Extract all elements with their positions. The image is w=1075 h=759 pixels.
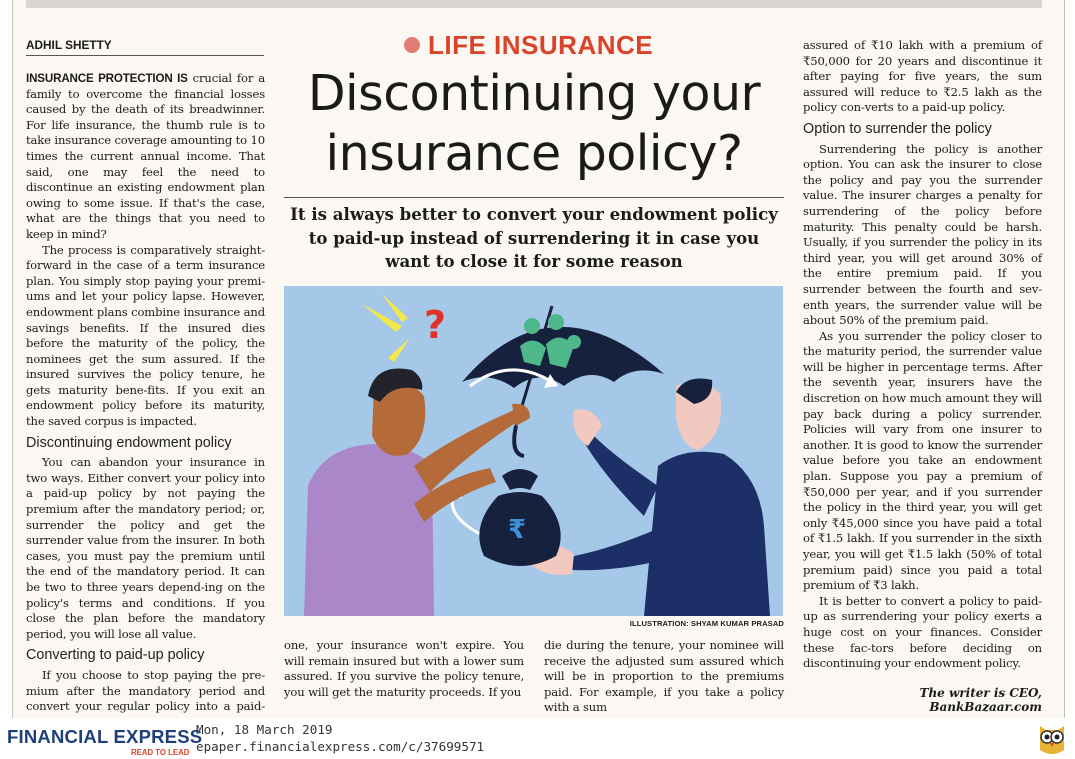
epaper-url[interactable]: epaper.financialexpress.com/c/37699571 bbox=[196, 739, 485, 754]
paragraph: INSURANCE PROTECTION IS crucial for a family to overcome the financial losses caused by the death of its breadwinner. For life insurance, the thumb rule is to take insurance coverage amounting to 10 times the current annual income. That said, one may feel the need to discontinue an existing endowment plan owing to some issue. If that's the case, what are the things that you need to keep in mind? bbox=[26, 71, 265, 241]
author-signature: The writer is CEO, BankBazaar.com bbox=[919, 686, 1042, 714]
edition-date: Mon, 18 March 2019 bbox=[196, 722, 333, 737]
question-mark: ? bbox=[424, 303, 447, 347]
bullet-dot-icon bbox=[404, 37, 420, 53]
subhead: Discontinuing endowment policy bbox=[26, 434, 232, 451]
article-column-4 bbox=[803, 38, 1042, 672]
rupee-symbol: ₹ bbox=[508, 515, 527, 545]
paragraph: It is better to convert a policy to paid-up as surrendering your policy exerts a huge cost on your finances. Consider these fac-tors before deciding on discontinuing your endowment policy. bbox=[803, 593, 1042, 671]
epaper-footer bbox=[0, 718, 1075, 759]
paragraph: If you choose to stop paying the pre-mium after the mandatory period and convert your regular policy into a paid- bbox=[26, 667, 265, 714]
brand-tagline: READ TO LEAD bbox=[131, 748, 190, 757]
divider bbox=[284, 197, 784, 198]
article-column-2 bbox=[284, 638, 524, 700]
paragraph: As you surrender the policy closer to the maturity period, the surrender value will be higher in percentage terms. After the seventh year, insurers have the discretion on how much amount they will pay back during a policy surrender. Policies will vary from one insurer to another. It is good to know the surrender value before you take an endowment plan. Suppose you pay a premium of ₹50,000 per year, and if you surrender the policy in the third year, you will get only ₹45,000 since you have paid a total of ₹1.5 lakh. If you surrender in the sixth year, you will get ₹1.5 lakh (50% of total premium paid) since you paid a total premium of ₹3 lakh. bbox=[803, 328, 1042, 593]
headline-line: insurance policy? bbox=[325, 125, 743, 182]
illustration bbox=[284, 286, 783, 616]
byline: ADHIL SHETTY bbox=[26, 38, 264, 56]
businessman-figure bbox=[530, 379, 770, 617]
section-kicker bbox=[404, 30, 653, 60]
kicker-label: LIFE INSURANCE bbox=[428, 29, 654, 60]
worried-man-figure bbox=[304, 368, 530, 616]
paragraph: die during the tenure, your nominee will receive the adjusted sum assured which will be in proportion to the premiums paid. For example, if you take a policy with a sum bbox=[544, 638, 784, 715]
subhead: Option to surrender the policy bbox=[803, 120, 992, 137]
deck-subheadline: It is always better to convert your endowment policy to paid-up instead of surrendering it in case you want to close it for some reason bbox=[290, 204, 778, 271]
paragraph: The process is comparatively straight-forward in the case of a term insurance plan. You simply stop paying your premi-ums and let your policy lapse. However, endowment plans combine insurance and savings benefits. If the insured dies before the maturity of the policy, the nominees get the sum assured. If the insured survives the policy tenure, he gets maturity bene-fits. If you exit an endowment policy before its maturity, the saved corpus is impacted. bbox=[26, 242, 265, 429]
headline-line: Discontinuing your bbox=[307, 65, 761, 122]
subhead: Converting to paid-up policy bbox=[26, 647, 205, 664]
paragraph: You can abandon your insurance in two ways. Either convert your policy into a paid-up policy by not paying the premium after the mandatory period; or, surrender the policy and get the surrender value from the insurer. In both cases, you must pay the premium until the end of the mandatory period. It can be two to three years depend-ing on the policy's terms and conditions. If you close the plan before the mandatory period, you will lose all value. bbox=[26, 455, 265, 641]
paragraph: Surrendering the policy is another option. You can ask the insurer to close the policy and pay you the surrender value. The insurer charges a penalty for surrendering of the policy before maturity. This penalty could be harsh. Usually, if you surrender the policy in its third year, you will get around 30% of the entire premium paid. If you surrender between the fourth and sev-enth years, the surrender value will be about 50% of the premium paid. bbox=[803, 141, 1042, 328]
article-column-1 bbox=[26, 71, 265, 730]
money-bag-icon bbox=[479, 469, 560, 566]
paragraph: assured of ₹10 lakh with a premium of ₹50,000 for 20 years and discontinue it after paying for five years, the sum assured will reduce to ₹2.5 lakh as the policy con-verts to a paid-up policy. bbox=[803, 38, 1042, 115]
article-column-3 bbox=[544, 638, 784, 716]
lead-in-caps: INSURANCE PROTECTION IS bbox=[26, 72, 188, 85]
headline bbox=[284, 64, 784, 184]
illustration-artwork bbox=[284, 286, 783, 616]
illustration-credit: ILLUSTRATION: SHYAM KUMAR PRASAD bbox=[629, 619, 784, 628]
brand-logo[interactable]: FINANCIAL EXPRESS bbox=[7, 726, 203, 747]
paragraph: one, your insurance won't expire. You will remain insured but with a lower sum assured. If you survive the policy tenure, you will get the maturity proceeds. If you bbox=[284, 638, 524, 699]
page-top-bar bbox=[26, 0, 1042, 8]
owl-mascot-icon bbox=[1036, 720, 1068, 756]
